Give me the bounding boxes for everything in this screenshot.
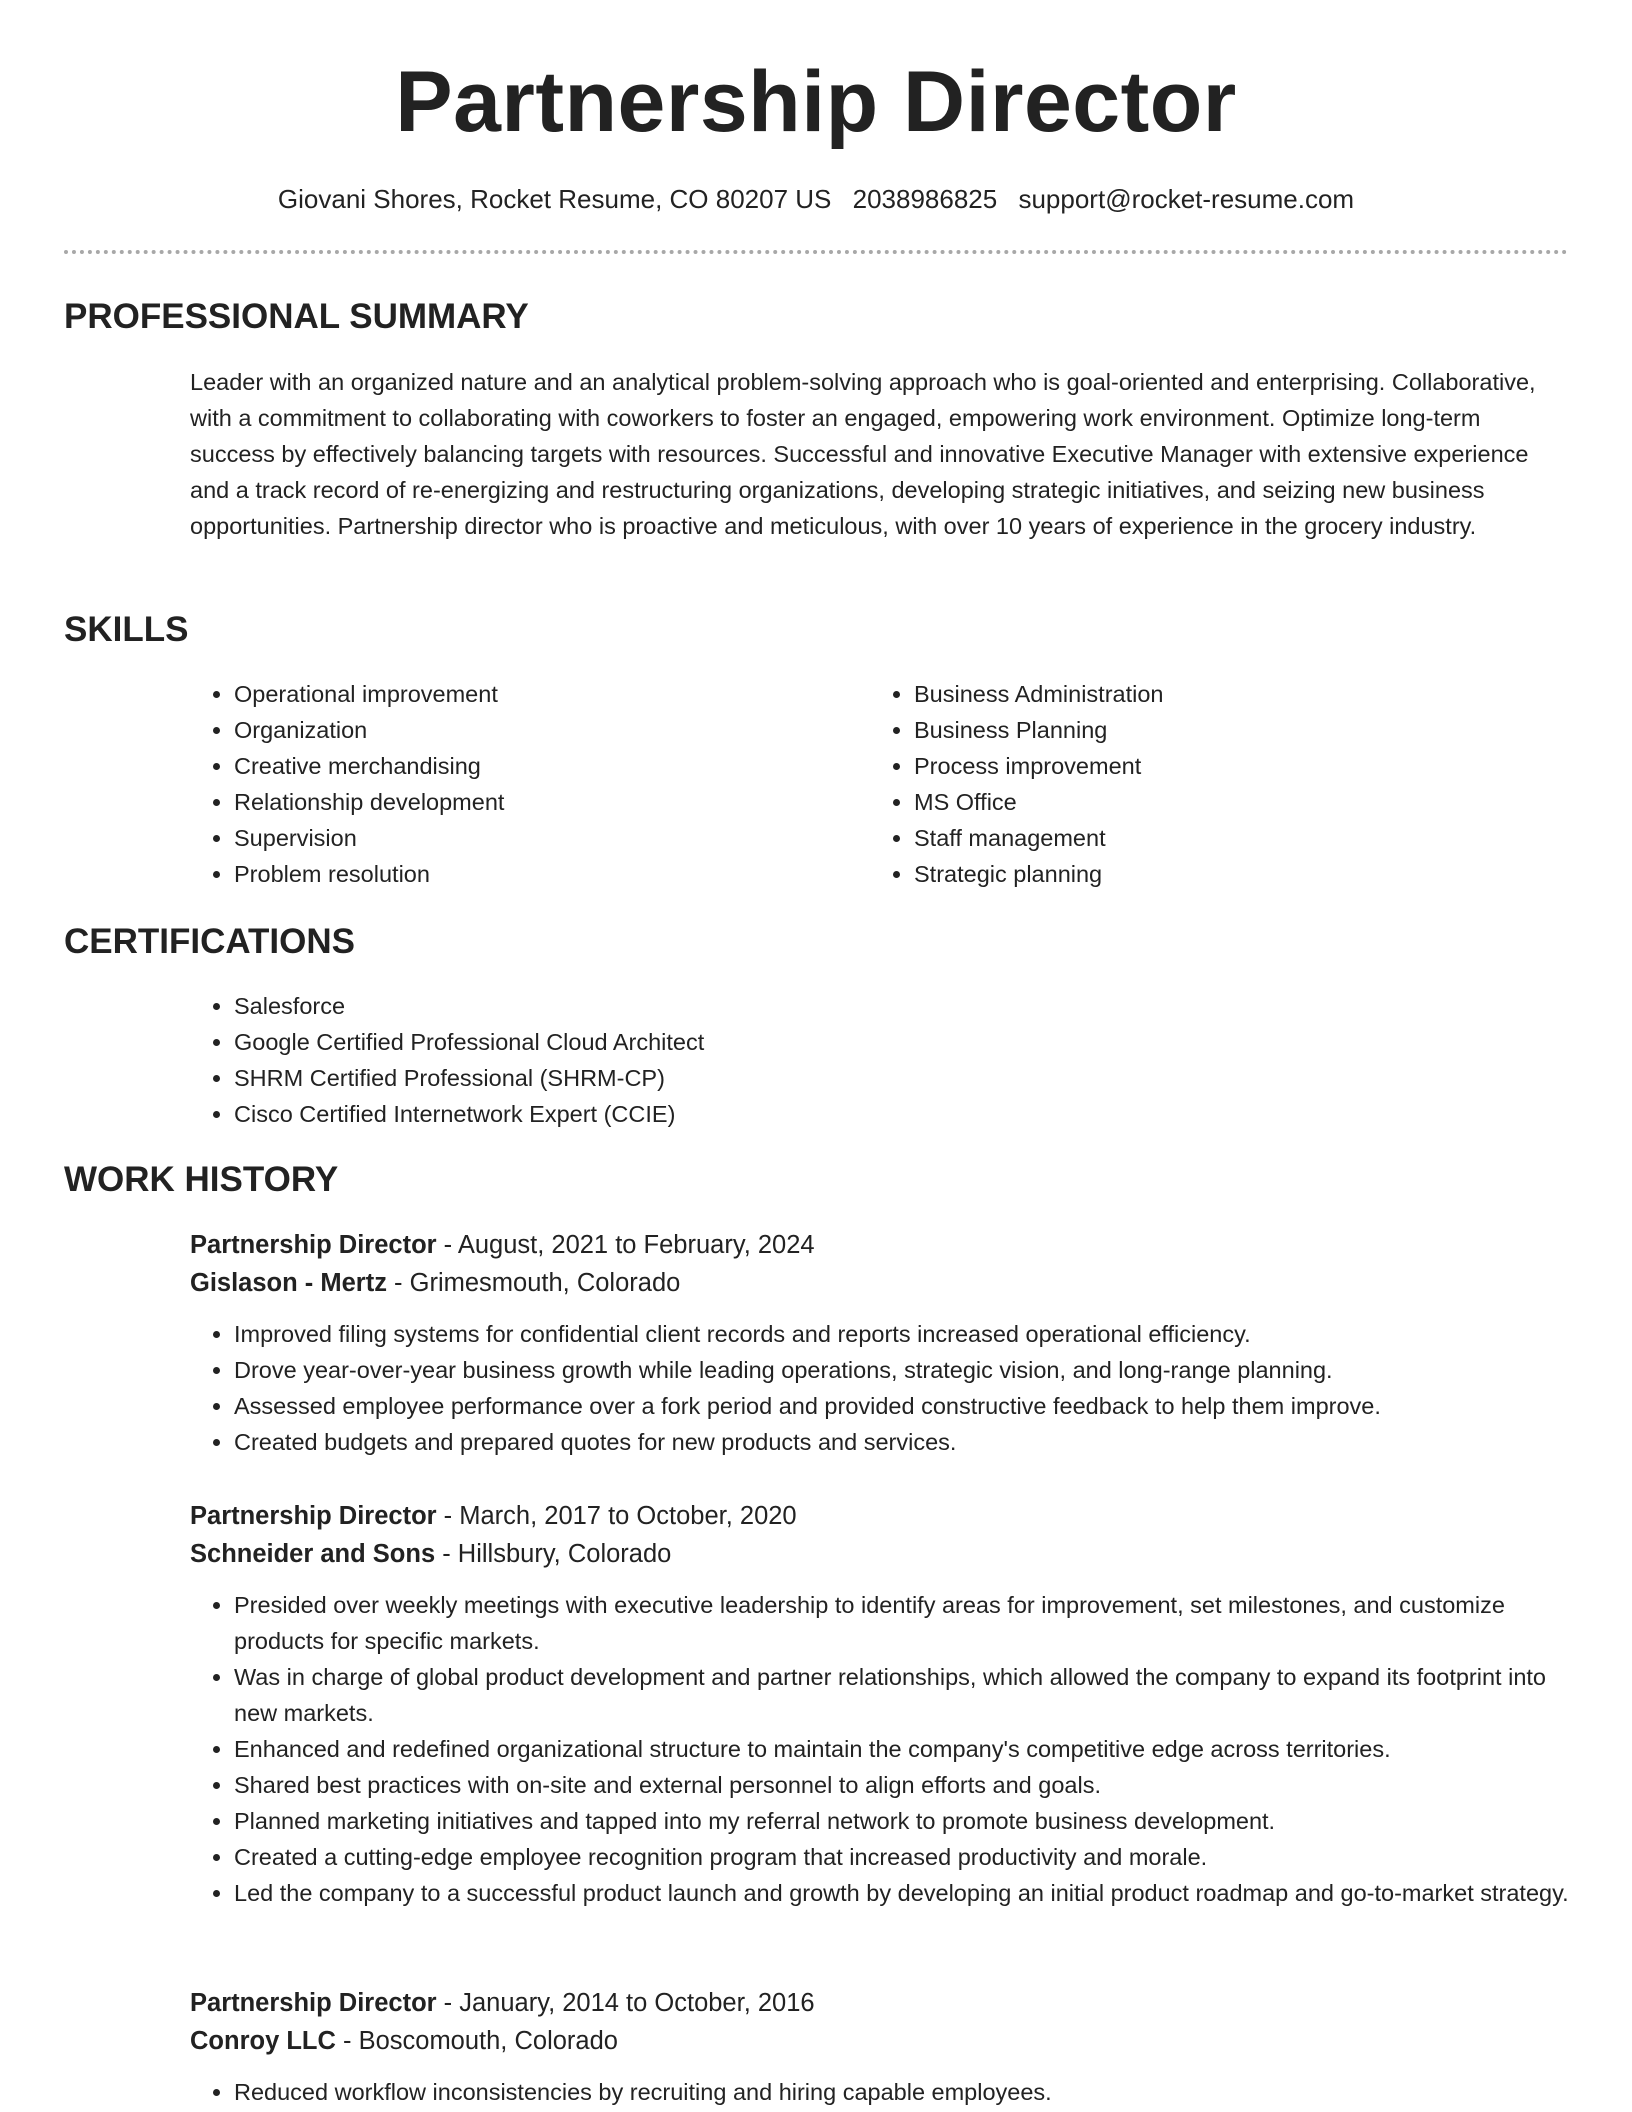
job-bullet: • Reduced workflow inconsistencies by recruiting and hiring capable employees. — [234, 2074, 1570, 2110]
skills-column-right — [870, 676, 1470, 892]
job-bullet: • Led the company to a successful product launch and growth by developing an initial product roadmap and go-to-market strategy. — [234, 1875, 1570, 1911]
job-bullet: • Shared best practices with on-site and external personnel to align efforts and goals. — [234, 1767, 1570, 1803]
skill-item: • Business Planning — [914, 712, 1470, 748]
certification-item: • Cisco Certified Internetwork Expert (CCIE) — [234, 1096, 1090, 1132]
job-title-line — [190, 1984, 1570, 2022]
job-company-line — [190, 1535, 1570, 1573]
job-bullet: • Enhanced and redefined organizational structure to maintain the company's competitive edge across territories. — [234, 1731, 1570, 1767]
certification-item: • Salesforce — [234, 988, 1090, 1024]
job-bullet: • Presided over weekly meetings with executive leadership to identify areas for improvement, set milestones, and customize products for specific markets. — [234, 1587, 1570, 1659]
section-title-work-history: WORK HISTORY — [64, 1160, 339, 1199]
job-title-line — [190, 1226, 1570, 1264]
certification-item: • SHRM Certified Professional (SHRM-CP) — [234, 1060, 1090, 1096]
skill-item: • Supervision — [234, 820, 790, 856]
job-title: Partnership Director — [190, 1231, 437, 1259]
section-title-summary: PROFESSIONAL SUMMARY — [64, 297, 529, 336]
professional-summary: Leader with an organized nature and an analytical problem-solving approach who is goal-oriented and enterprising. Collaborative, with a commitment to collaborating with coworkers to foster an engaged, empowering work environment. Optimize long-term success by effectively balancing targets with resources. Successful and innovative Executive Manager with extensive experience and a track record of re-energizing and restructuring organizations, developing strategic initiatives, and seizing new business opportunities. Partnership director who is proactive and meticulous, with over 10 years of experience in the grocery industry. — [190, 369, 1536, 539]
header-divider — [64, 250, 1568, 254]
contact-email: support@rocket-resume.com — [1018, 184, 1355, 214]
job-dates: - March, 2017 to October, 2020 — [436, 1502, 797, 1530]
job-location: - Hillsbury, Colorado — [435, 1540, 672, 1568]
job-location: - Boscomouth, Colorado — [335, 2027, 618, 2055]
job-bullet: • Created budgets and prepared quotes for new products and services. — [234, 1424, 1570, 1460]
job-title: Partnership Director — [190, 1989, 437, 2017]
skills-list-left — [190, 676, 790, 892]
skill-item: • Problem resolution — [234, 856, 790, 892]
job-bullet: • Drove year-over-year business growth while leading operations, strategic vision, and long-range planning. — [234, 1352, 1570, 1388]
contact-phone: 2038986825 — [852, 184, 998, 214]
job-bullet: • Assessed employee performance over a fork period and provided constructive feedback to help them improve. — [234, 1388, 1570, 1424]
job-bullet: • Created a cutting-edge employee recognition program that increased productivity and morale. — [234, 1839, 1570, 1875]
contact-line — [0, 182, 1632, 216]
certifications-list — [190, 988, 1090, 1132]
skill-item: • Process improvement — [914, 748, 1470, 784]
skill-item: • MS Office — [914, 784, 1470, 820]
job-company-line — [190, 1264, 1570, 1302]
job-entry — [190, 1226, 1570, 1460]
skills-column-left — [190, 676, 790, 892]
job-company-line — [190, 2022, 1570, 2060]
job-bullets — [190, 1316, 1570, 1460]
candidate-title: Partnership Director — [395, 54, 1237, 150]
skills-list-right — [870, 676, 1470, 892]
job-company: Gislason - Mertz — [190, 1269, 387, 1297]
job-title-line — [190, 1497, 1570, 1535]
job-bullets — [190, 1587, 1570, 1911]
skill-item: • Staff management — [914, 820, 1470, 856]
job-location: - Grimesmouth, Colorado — [386, 1269, 681, 1297]
job-title: Partnership Director — [190, 1502, 437, 1530]
section-title-skills: SKILLS — [64, 610, 189, 649]
job-bullet: • Planned marketing initiatives and tapped into my referral network to promote business development. — [234, 1803, 1570, 1839]
certifications-block — [190, 988, 1090, 1132]
job-dates: - August, 2021 to February, 2024 — [436, 1231, 815, 1259]
skill-item: • Business Administration — [914, 676, 1470, 712]
job-bullets — [190, 2074, 1570, 2110]
contact-address: Giovani Shores, Rocket Resume, CO 80207 US — [277, 184, 832, 214]
certification-item: • Google Certified Professional Cloud Architect — [234, 1024, 1090, 1060]
job-company: Conroy LLC — [190, 2027, 336, 2055]
job-bullet: • Improved filing systems for confidential client records and reports increased operational efficiency. — [234, 1316, 1570, 1352]
skill-item: • Strategic planning — [914, 856, 1470, 892]
job-bullet: • Was in charge of global product development and partner relationships, which allowed the company to expand its footprint into new markets. — [234, 1659, 1570, 1731]
skill-item: • Organization — [234, 712, 790, 748]
section-title-certifications: CERTIFICATIONS — [64, 922, 356, 961]
skill-item: • Creative merchandising — [234, 748, 790, 784]
skill-item: • Relationship development — [234, 784, 790, 820]
job-dates: - January, 2014 to October, 2016 — [436, 1989, 815, 2017]
skill-item: • Operational improvement — [234, 676, 790, 712]
job-entry — [190, 1497, 1570, 1911]
job-entry — [190, 1984, 1570, 2110]
job-company: Schneider and Sons — [190, 1540, 436, 1568]
